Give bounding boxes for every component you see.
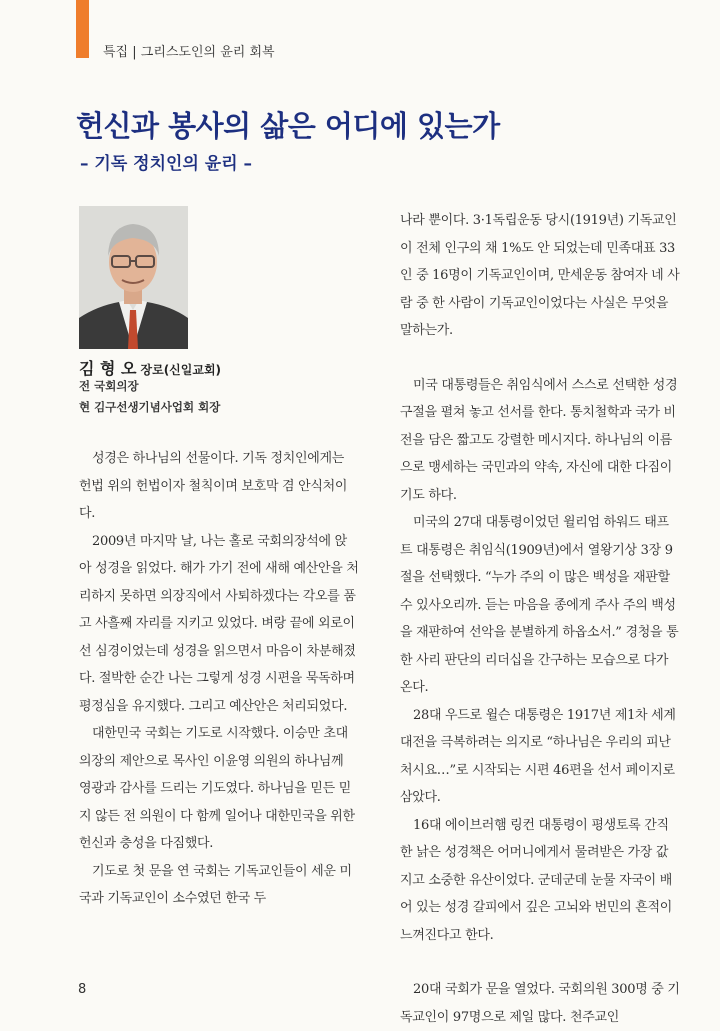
body-column-left xyxy=(79,445,359,913)
body-paragraph: 2009년 마지막 날, 나는 홀로 국회의장석에 앉아 성경을 읽었다. 해가 가기 전에 새해 예산안을 처리하지 못하면 의장직에서 사퇴하겠다는 각오를 품고 사흘째 자리를 지키고 있었다. 벼랑 끝에 외로이 선 심경이었는데 성경을 읽으면서 마음이 차분해졌다. 절박한 순간 나는 그렇게 성경 시편을 묵독하며 평정심을 유지했다. 그리고 예산안은 처리되었다. xyxy=(79,533,359,714)
article-title: 헌신과 봉사의 삶은 어디에 있는가 xyxy=(76,109,500,143)
body-paragraph: 20대 국회가 문을 열었다. 국회의원 300명 중 기독교인이 97명으로 제일 많다. 천주교인 xyxy=(400,982,680,1025)
body-paragraph: 기도로 첫 문을 연 국회는 기독교인들이 세운 미국과 기독교인이 소수였던 한국 두 xyxy=(79,863,352,906)
body-column-right xyxy=(400,207,680,1031)
author-credential: 전 국회의장 xyxy=(79,379,139,393)
body-paragraph: 대한민국 국회는 기도로 시작했다. 이승만 초대 의장의 제안으로 목사인 이윤영 의원의 하나님께 영광과 감사를 드리는 기도였다. 하나님을 믿든 믿지 않든 전 의원이 다 함께 일어나 대한민국을 위한 헌신과 충성을 다짐했다. xyxy=(79,726,355,851)
section-label: 특집 | 그리스도인의 윤리 회복 xyxy=(103,45,275,60)
author-credential: 현 김구선생기념사업회 회장 xyxy=(79,400,221,414)
header-accent-bar xyxy=(76,0,89,58)
body-paragraph: 미국의 27대 대통령이었던 윌리엄 하워드 태프트 대통령은 취임식(1909년)에서 열왕기상 3장 9절을 선택했다. “누가 주의 이 많은 백성을 재판할 수 있사오리까. 듣는 마음을 종에게 주사 주의 백성을 재판하여 선악을 분별하게 하옵소서.” 경청을 통한 사리 판단의 리더십을 간구하는 모습으로 다가온다. xyxy=(400,515,679,695)
article-subtitle: – 기독 정치인의 윤리 – xyxy=(80,154,253,174)
author-name: 김 형 오 xyxy=(79,359,137,378)
author-role: 장로(신일교회) xyxy=(140,363,222,377)
author-info xyxy=(79,356,369,418)
author-photo xyxy=(79,206,188,349)
body-paragraph: 28대 우드로 윌슨 대통령은 1917년 제1차 세계대전을 극복하려는 의지로 “하나님은 우리의 피난처시요…”로 시작되는 시편 46편을 선서 페이지로 삼았다. xyxy=(400,707,676,805)
body-paragraph: 나라 뿐이다. 3·1독립운동 당시(1919년) 기독교인이 전체 인구의 채 1%도 안 되었는데 민족대표 33인 중 16명이 기독교인이며, 만세운동 참여자 네 사람 중 한 사람이 기독교인이었다는 사실은 무엇을 말하는가. xyxy=(400,213,680,338)
body-paragraph: 미국 대통령들은 취임식에서 스스로 선택한 성경 구절을 펼쳐 놓고 선서를 한다. 통치철학과 국가 비전을 담은 짧고도 강렬한 메시지다. 하나님의 이름으로 맹세하는 국민과의 약속, 자신에 대한 다짐이기도 하다. xyxy=(400,377,678,503)
body-paragraph: 16대 에이브러햄 링컨 대통령이 평생토록 간직한 낡은 성경책은 어머니에게서 물려받은 가장 값지고 소중한 유산이었다. 군데군데 눈물 자국이 배어 있는 성경 갈피에서 깊은 고뇌와 번민의 흔적이 느껴진다고 한다. xyxy=(400,817,672,943)
body-paragraph: 성경은 하나님의 선물이다. 기독 정치인에게는 헌법 위의 헌법이자 철칙이며 보호막 겸 안식처이다. xyxy=(79,451,348,521)
page-number: 8 xyxy=(78,982,87,997)
